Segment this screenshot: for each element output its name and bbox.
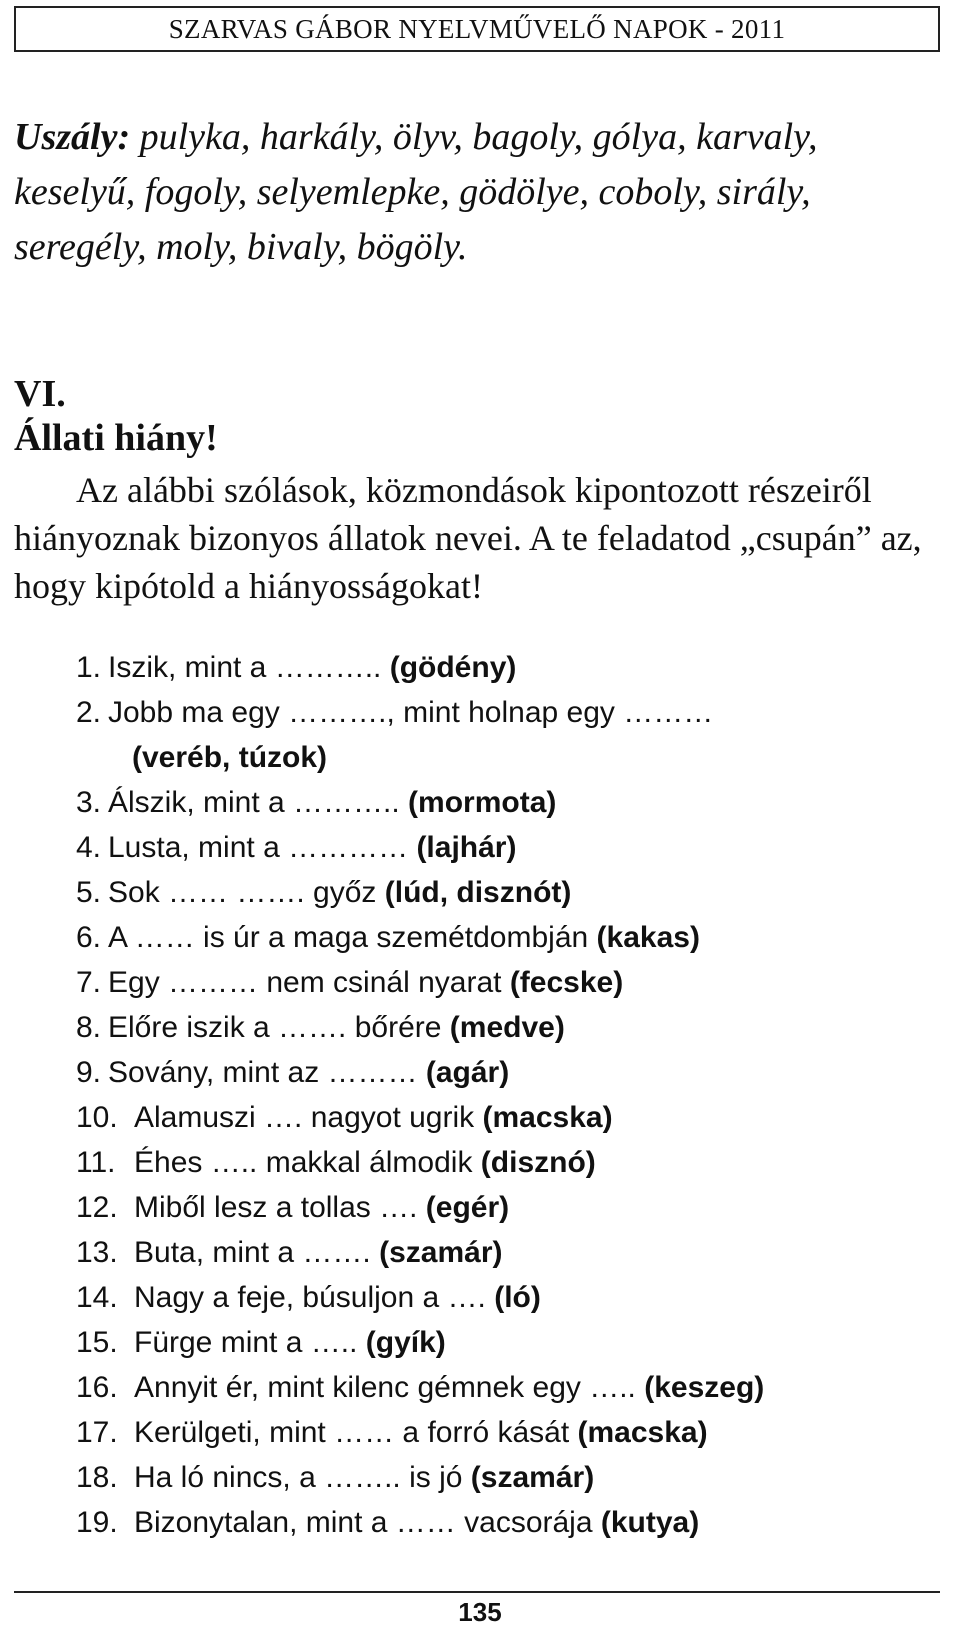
item-number: 10. [76,1101,118,1134]
item-text-wrap [134,1320,446,1365]
list-item [0,735,960,780]
item-answer: (kakas) [596,921,700,954]
intro-label: Uszály: [14,116,131,158]
item-text-wrap [108,1005,565,1050]
item-number: 9. [76,1056,102,1089]
item-answer: (mormota) [408,786,557,819]
item-text: Nagy a feje, búsuljon a …. [134,1281,495,1314]
list-item [0,1500,960,1545]
list-item [0,780,960,825]
list-item [0,1365,960,1410]
item-number: 19. [76,1506,118,1539]
list-item [0,1455,960,1500]
intro-paragraph [14,110,924,275]
item-number: 8. [76,1011,102,1044]
item-text-wrap [132,735,327,780]
item-number: 18. [76,1461,118,1494]
item-text: Egy ……… nem csinál nyarat [108,966,510,999]
list-item [0,825,960,870]
exercise-list [0,645,960,1545]
item-text-wrap [108,690,713,735]
list-item [0,690,960,735]
item-text: Bizonytalan, mint a …… vacsorája [134,1506,601,1539]
item-answer: (macska) [482,1101,613,1134]
item-text: Éhes ….. makkal álmodik [134,1146,481,1179]
list-item [0,1410,960,1455]
item-text: Buta, mint a ……. [134,1236,380,1269]
item-text: Ha ló nincs, a …….. is jó [134,1461,471,1494]
item-text-wrap [108,825,516,870]
item-text-wrap [134,1275,541,1320]
item-number: 12. [76,1191,118,1224]
section-title: Állati hiány! [14,417,218,459]
item-answer: (veréb, túzok) [132,741,328,774]
list-item [0,915,960,960]
item-number: 13. [76,1236,118,1269]
item-text-wrap [134,1095,613,1140]
item-answer: (ló) [494,1281,541,1314]
item-text-wrap [134,1230,502,1275]
list-item [0,645,960,690]
item-number: 2. [76,696,102,729]
intro-text: pulyka, harkály, ölyv, bagoly, gólya, karvaly, keselyű, fogoly, selyemlepke, gödölye, coboly, sirály, seregély, moly, bivaly, bögöly. [14,116,818,268]
item-number: 1. [76,651,102,684]
item-number: 16. [76,1371,118,1404]
item-answer: (keszeg) [644,1371,765,1404]
item-text: Iszik, mint a ……….. [108,651,390,684]
item-answer: (szamár) [470,1461,595,1494]
item-answer: (medve) [449,1011,565,1044]
item-answer: (kutya) [600,1506,700,1539]
item-answer: (disznó) [480,1146,596,1179]
item-answer: (agár) [425,1056,510,1089]
item-text: Alamuszi …. nagyot ugrik [134,1101,483,1134]
item-number: 5. [76,876,102,909]
footer-divider [14,1591,940,1593]
item-text-wrap [134,1455,594,1500]
item-number: 7. [76,966,102,999]
item-text: Kerülgeti, mint …… a forró kását [134,1416,578,1449]
item-text-wrap [134,1410,708,1455]
item-text-wrap [134,1500,699,1545]
item-number: 14. [76,1281,118,1314]
list-item [0,1050,960,1095]
item-number: 3. [76,786,102,819]
item-number: 15. [76,1326,118,1359]
list-item [0,1230,960,1275]
list-item [0,1320,960,1365]
item-number: 4. [76,831,102,864]
list-item [0,1275,960,1320]
item-text: Előre iszik a ……. bőrére [108,1011,450,1044]
item-text-wrap [108,915,700,960]
item-text: Álszik, mint a ……….. [108,786,409,819]
item-text-wrap [134,1365,764,1410]
page-header [14,6,940,52]
list-item [0,1185,960,1230]
item-text: Annyit ér, mint kilenc gémnek egy ….. [134,1371,645,1404]
list-item [0,1005,960,1050]
item-text: Miből lesz a tollas …. [134,1191,426,1224]
item-answer: (macska) [577,1416,708,1449]
section-instructions: Az alábbi szólások, közmondások kipontozott részeiről hiányoznak bizonyos állatok nevei. A te feladatod „csupán” az, hogy kipótold a hiányosságokat! [14,470,922,606]
item-text-wrap [108,645,516,690]
item-answer: (lúd, disznót) [384,876,572,909]
list-item [0,1140,960,1185]
item-text: Sovány, mint az ……… [108,1056,426,1089]
item-text: A …… is úr a maga szemétdombján [108,921,597,954]
page-number: 135 [458,1597,502,1627]
item-text-wrap [134,1140,596,1185]
item-text-wrap [108,960,623,1005]
header-title: SZARVAS GÁBOR NYELVMŰVELŐ NAPOK - 2011 [168,13,786,44]
item-text-wrap [108,1050,509,1095]
item-answer: (fecske) [509,966,624,999]
list-item [0,1095,960,1140]
item-text: Sok …… ……. győz [108,876,385,909]
item-number: 17. [76,1416,118,1449]
item-answer: (gödény) [389,651,517,684]
list-item [0,960,960,1005]
item-number: 11. [76,1146,116,1179]
section-number: VI. [14,373,66,415]
item-answer: (gyík) [365,1326,446,1359]
item-text: Jobb ma egy ………., mint holnap egy ……… [108,696,714,729]
item-text-wrap [108,780,556,825]
item-answer: (lajhár) [416,831,517,864]
list-item [0,870,960,915]
item-answer: (egér) [425,1191,510,1224]
item-text: Fürge mint a ….. [134,1326,366,1359]
item-number: 6. [76,921,102,954]
item-text-wrap [134,1185,509,1230]
item-answer: (szamár) [379,1236,503,1269]
item-text: Lusta, mint a ………… [108,831,417,864]
item-text-wrap [108,870,571,915]
